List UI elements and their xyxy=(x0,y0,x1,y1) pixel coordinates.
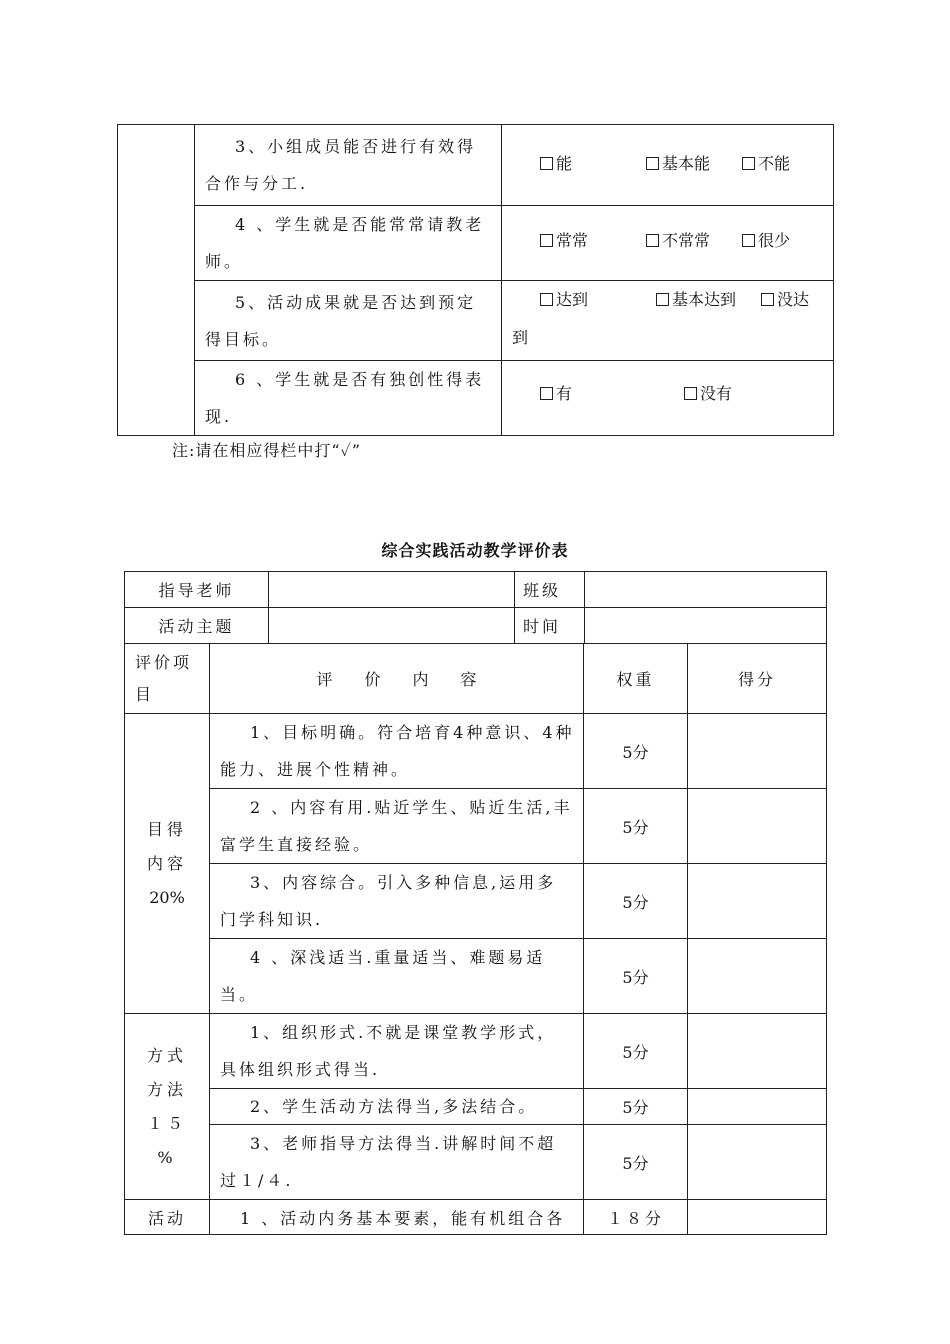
option-wrap-text: 到 xyxy=(512,328,529,347)
checkbox-icon xyxy=(540,234,553,247)
option-henshao[interactable]: 很少 xyxy=(742,228,790,251)
option-buneng[interactable]: 不能 xyxy=(742,151,790,174)
teacher-input[interactable] xyxy=(269,572,515,608)
options-cell xyxy=(502,125,834,206)
option-buchangchang[interactable]: 不常常 xyxy=(646,228,710,251)
option-changchang[interactable]: 常常 xyxy=(540,228,588,251)
options-cell xyxy=(502,361,834,436)
weight-cell: 5分 xyxy=(584,864,688,939)
checkbox-icon xyxy=(761,293,774,306)
theme-label: 活动主题 xyxy=(125,608,269,644)
weight-cell: 5分 xyxy=(584,1125,688,1200)
time-label: 时间 xyxy=(515,608,585,644)
category-cell-activity: 活动 xyxy=(125,1200,210,1235)
score-input[interactable] xyxy=(688,714,827,789)
checkbox-icon xyxy=(646,234,659,247)
score-input[interactable] xyxy=(688,1014,827,1089)
score-input[interactable] xyxy=(688,864,827,939)
question-cell: 4 、学生就是否能常常请教老师。 xyxy=(195,206,502,281)
weight-cell: 5分 xyxy=(584,939,688,1014)
score-input[interactable] xyxy=(688,1200,827,1235)
question-cell: 3、小组成员能否进行有效得合作与分工. xyxy=(195,125,502,206)
category-cell-content: 目得 内容 20% xyxy=(125,714,210,1014)
checkbox-icon xyxy=(742,234,755,247)
evaluation-table xyxy=(124,643,827,1235)
option-jibenneng[interactable]: 基本能 xyxy=(646,151,710,174)
option-neng[interactable]: 能 xyxy=(540,151,572,174)
question-cell: 6 、学生就是否有独创性得表现. xyxy=(195,361,502,436)
score-header: 得分 xyxy=(688,644,827,714)
evaluation-table-title: 综合实践活动教学评价表 xyxy=(381,541,569,560)
criterion-cell: 2、学生活动方法得当,多法结合。 xyxy=(210,1089,584,1125)
checkbox-icon xyxy=(540,157,553,170)
criterion-cell: 1、目标明确。符合培育4种意识、4种能力、进展个性精神。 xyxy=(210,714,584,789)
option-jibendadao[interactable]: 基本达到 xyxy=(656,287,736,310)
weight-cell: 5分 xyxy=(584,789,688,864)
criterion-cell: 1、组织形式.不就是课堂教学形式，具体组织形式得当. xyxy=(210,1014,584,1089)
question-cell: 5、活动成果就是否达到预定得目标。 xyxy=(195,281,502,361)
options-cell xyxy=(502,281,834,361)
info-table xyxy=(124,571,827,644)
option-dadao[interactable]: 达到 xyxy=(540,287,588,310)
criterion-cell: 3、老师指导方法得当.讲解时间不超过１/４. xyxy=(210,1125,584,1200)
weight-cell: １８分 xyxy=(584,1200,688,1235)
criterion-cell: 4 、深浅适当.重量适当、难题易适当。 xyxy=(210,939,584,1014)
checklist-table xyxy=(117,124,834,436)
weight-cell: 5分 xyxy=(584,714,688,789)
theme-input[interactable] xyxy=(269,608,515,644)
option-you[interactable]: 有 xyxy=(540,381,572,404)
empty-category-cell xyxy=(118,125,195,436)
class-input[interactable] xyxy=(585,572,827,608)
checkbox-icon xyxy=(540,293,553,306)
criterion-cell: 1 、活动内务基本要素，能有机组合各 xyxy=(210,1200,584,1235)
item-header: 评价项目 xyxy=(125,644,210,714)
teacher-label: 指导老师 xyxy=(125,572,269,608)
score-input[interactable] xyxy=(688,939,827,1014)
checkbox-icon xyxy=(742,157,755,170)
time-input[interactable] xyxy=(585,608,827,644)
criterion-cell: 3、内容综合。引入多种信息,运用多门学科知识. xyxy=(210,864,584,939)
table-note: 注:请在相应得栏中打“✓” xyxy=(172,441,362,460)
checkbox-icon xyxy=(540,387,553,400)
score-input[interactable] xyxy=(688,1125,827,1200)
weight-header: 权重 xyxy=(584,644,688,714)
content-header: 评 价 内 容 xyxy=(210,644,584,714)
class-label: 班级 xyxy=(515,572,585,608)
weight-cell: 5分 xyxy=(584,1014,688,1089)
option-meida[interactable]: 没达 xyxy=(761,287,809,310)
criterion-cell: 2 、内容有用.贴近学生、贴近生活,丰富学生直接经验。 xyxy=(210,789,584,864)
checkbox-icon xyxy=(684,387,697,400)
option-meiyou[interactable]: 没有 xyxy=(684,381,732,404)
checkbox-icon xyxy=(656,293,669,306)
checkbox-icon xyxy=(646,157,659,170)
options-cell xyxy=(502,206,834,281)
weight-cell: 5分 xyxy=(584,1089,688,1125)
category-cell-method: 方式 方法 １５ % xyxy=(125,1014,210,1200)
score-input[interactable] xyxy=(688,789,827,864)
score-input[interactable] xyxy=(688,1089,827,1125)
